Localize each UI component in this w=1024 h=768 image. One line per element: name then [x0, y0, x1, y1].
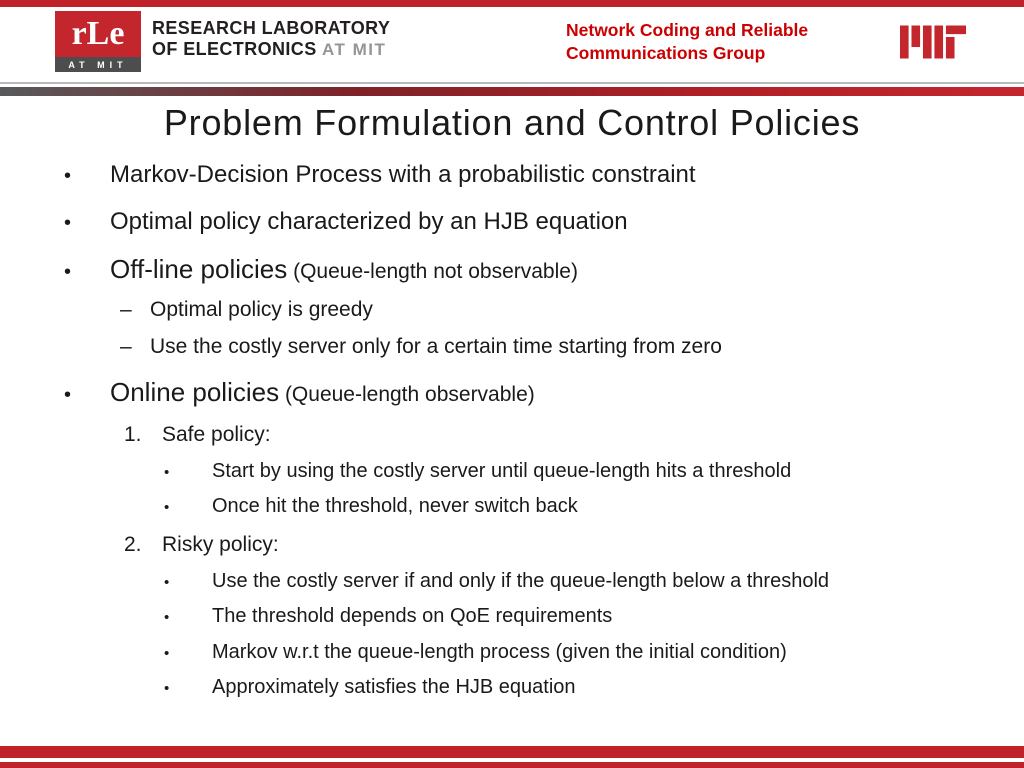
bullet-item — [164, 640, 994, 666]
bullet-text: Optimal policy characterized by an HJB equation — [110, 207, 628, 235]
bottom-bar-thick — [0, 746, 1024, 758]
bullet-text: Use the costly server only for a certain time starting from zero — [150, 334, 722, 358]
bullet-item — [120, 334, 994, 361]
numbered-item — [124, 422, 994, 449]
bullet-item — [164, 604, 994, 630]
number-marker: 1. — [124, 422, 142, 446]
slide-header — [0, 7, 1024, 82]
lab-name-line2-suffix: AT MIT — [322, 40, 387, 60]
dash-marker: – — [120, 334, 132, 358]
bullet-item — [64, 376, 994, 409]
numbered-item — [124, 532, 994, 559]
bullet-marker: • — [164, 573, 170, 591]
header-divider-thin — [0, 82, 1024, 84]
bullet-item — [164, 569, 994, 595]
bullet-item — [64, 253, 994, 286]
bullet-marker: • — [64, 261, 72, 284]
bottom-bar-thin — [0, 762, 1024, 768]
lab-name-line2 — [152, 39, 390, 60]
lab-name — [152, 18, 390, 60]
bullet-text: Optimal policy is greedy — [150, 297, 373, 321]
bullet-text: Markov-Decision Process with a probabilistic constraint — [110, 161, 696, 188]
bullet-text: The threshold depends on QoE requirements — [212, 605, 613, 628]
dash-marker: – — [120, 297, 132, 321]
bullet-text: Risky policy: — [162, 532, 279, 556]
group-name — [566, 19, 808, 65]
bullet-item — [120, 297, 994, 324]
slide-body — [0, 98, 1024, 742]
bullet-item — [64, 160, 994, 191]
bullet-text: Off-line policies — [110, 254, 288, 285]
mit-logo-icon — [900, 20, 966, 64]
bullet-text: Safe policy: — [162, 422, 271, 446]
bullet-item — [64, 207, 994, 238]
group-name-line1: Network Coding and Reliable — [566, 20, 809, 40]
top-accent-bar — [0, 0, 1024, 7]
bullet-item — [164, 459, 994, 485]
bullet-text: Online policies — [110, 377, 280, 408]
bullet-text: Use the costly server if and only if the queue-length below a threshold — [212, 569, 830, 592]
rle-logo — [55, 11, 141, 72]
lab-name-line1: RESEARCH LABORATORY — [152, 18, 391, 38]
bullet-marker: • — [64, 165, 72, 187]
bullet-marker: • — [164, 644, 170, 662]
bullet-item — [164, 675, 994, 701]
bullet-marker: • — [64, 211, 72, 234]
bullet-marker: • — [64, 384, 72, 407]
bullet-text: Start by using the costly server until queue-length hits a threshold — [212, 459, 792, 482]
bullet-item — [164, 494, 994, 520]
number-marker: 2. — [124, 532, 142, 556]
bullet-marker: • — [164, 680, 170, 698]
rle-logo-mark: rLe — [55, 11, 141, 57]
bullet-text: Approximately satisfies the HJB equation — [212, 676, 576, 699]
bullet-text: Markov w.r.t the queue-length process (given the initial condition) — [212, 640, 787, 663]
group-name-line2: Communications Group — [566, 42, 766, 63]
bullet-marker: • — [164, 463, 170, 481]
bullet-marker: • — [164, 609, 170, 627]
bullet-list — [0, 160, 1024, 701]
rle-logo-subtitle: AT MIT — [55, 57, 141, 72]
bullet-subtext: (Queue-length observable) — [279, 383, 535, 407]
lab-name-line2-bold: OF ELECTRONICS — [152, 39, 317, 60]
bullet-subtext: (Queue-length not observable) — [287, 260, 578, 284]
slide-title: Problem Formulation and Control Policies — [163, 102, 861, 143]
bottom-accent-bars — [0, 746, 1024, 768]
header-divider-bar — [0, 87, 1024, 96]
bullet-marker: • — [164, 499, 170, 517]
bullet-text: Once hit the threshold, never switch back — [212, 495, 578, 518]
